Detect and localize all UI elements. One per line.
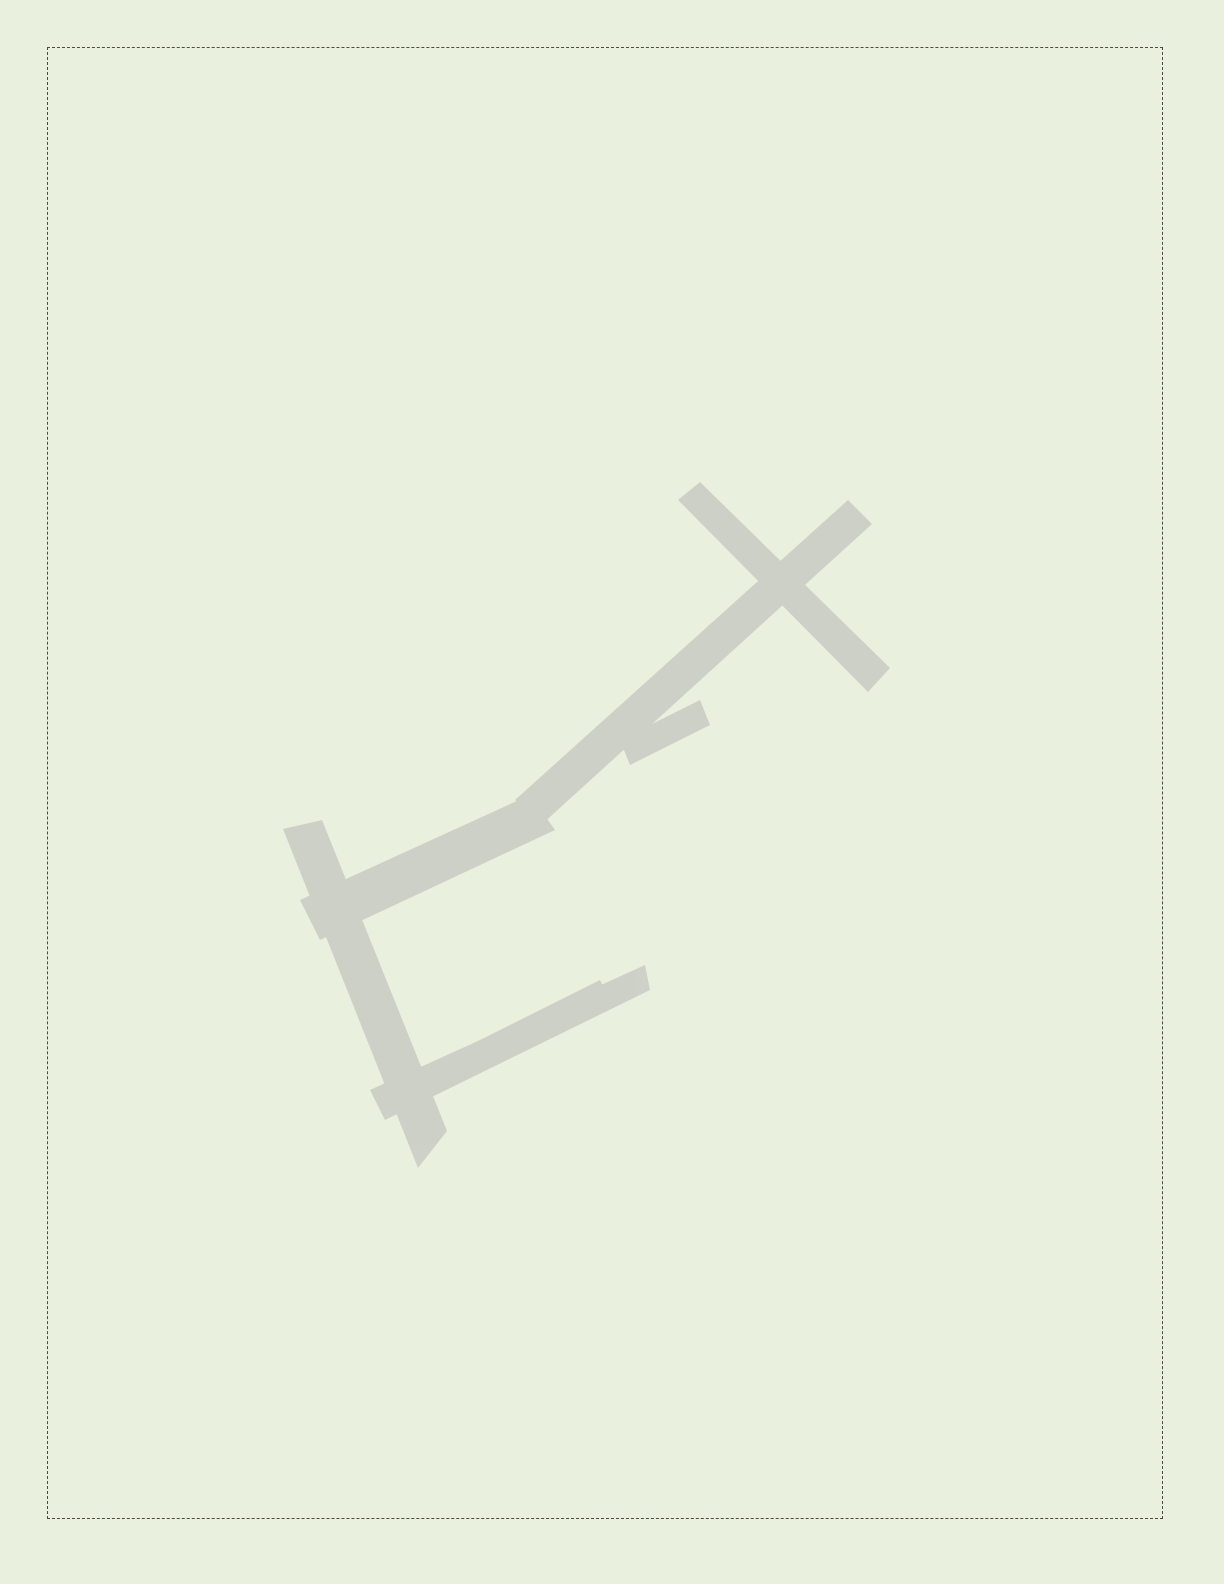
page-border — [47, 47, 1163, 1519]
